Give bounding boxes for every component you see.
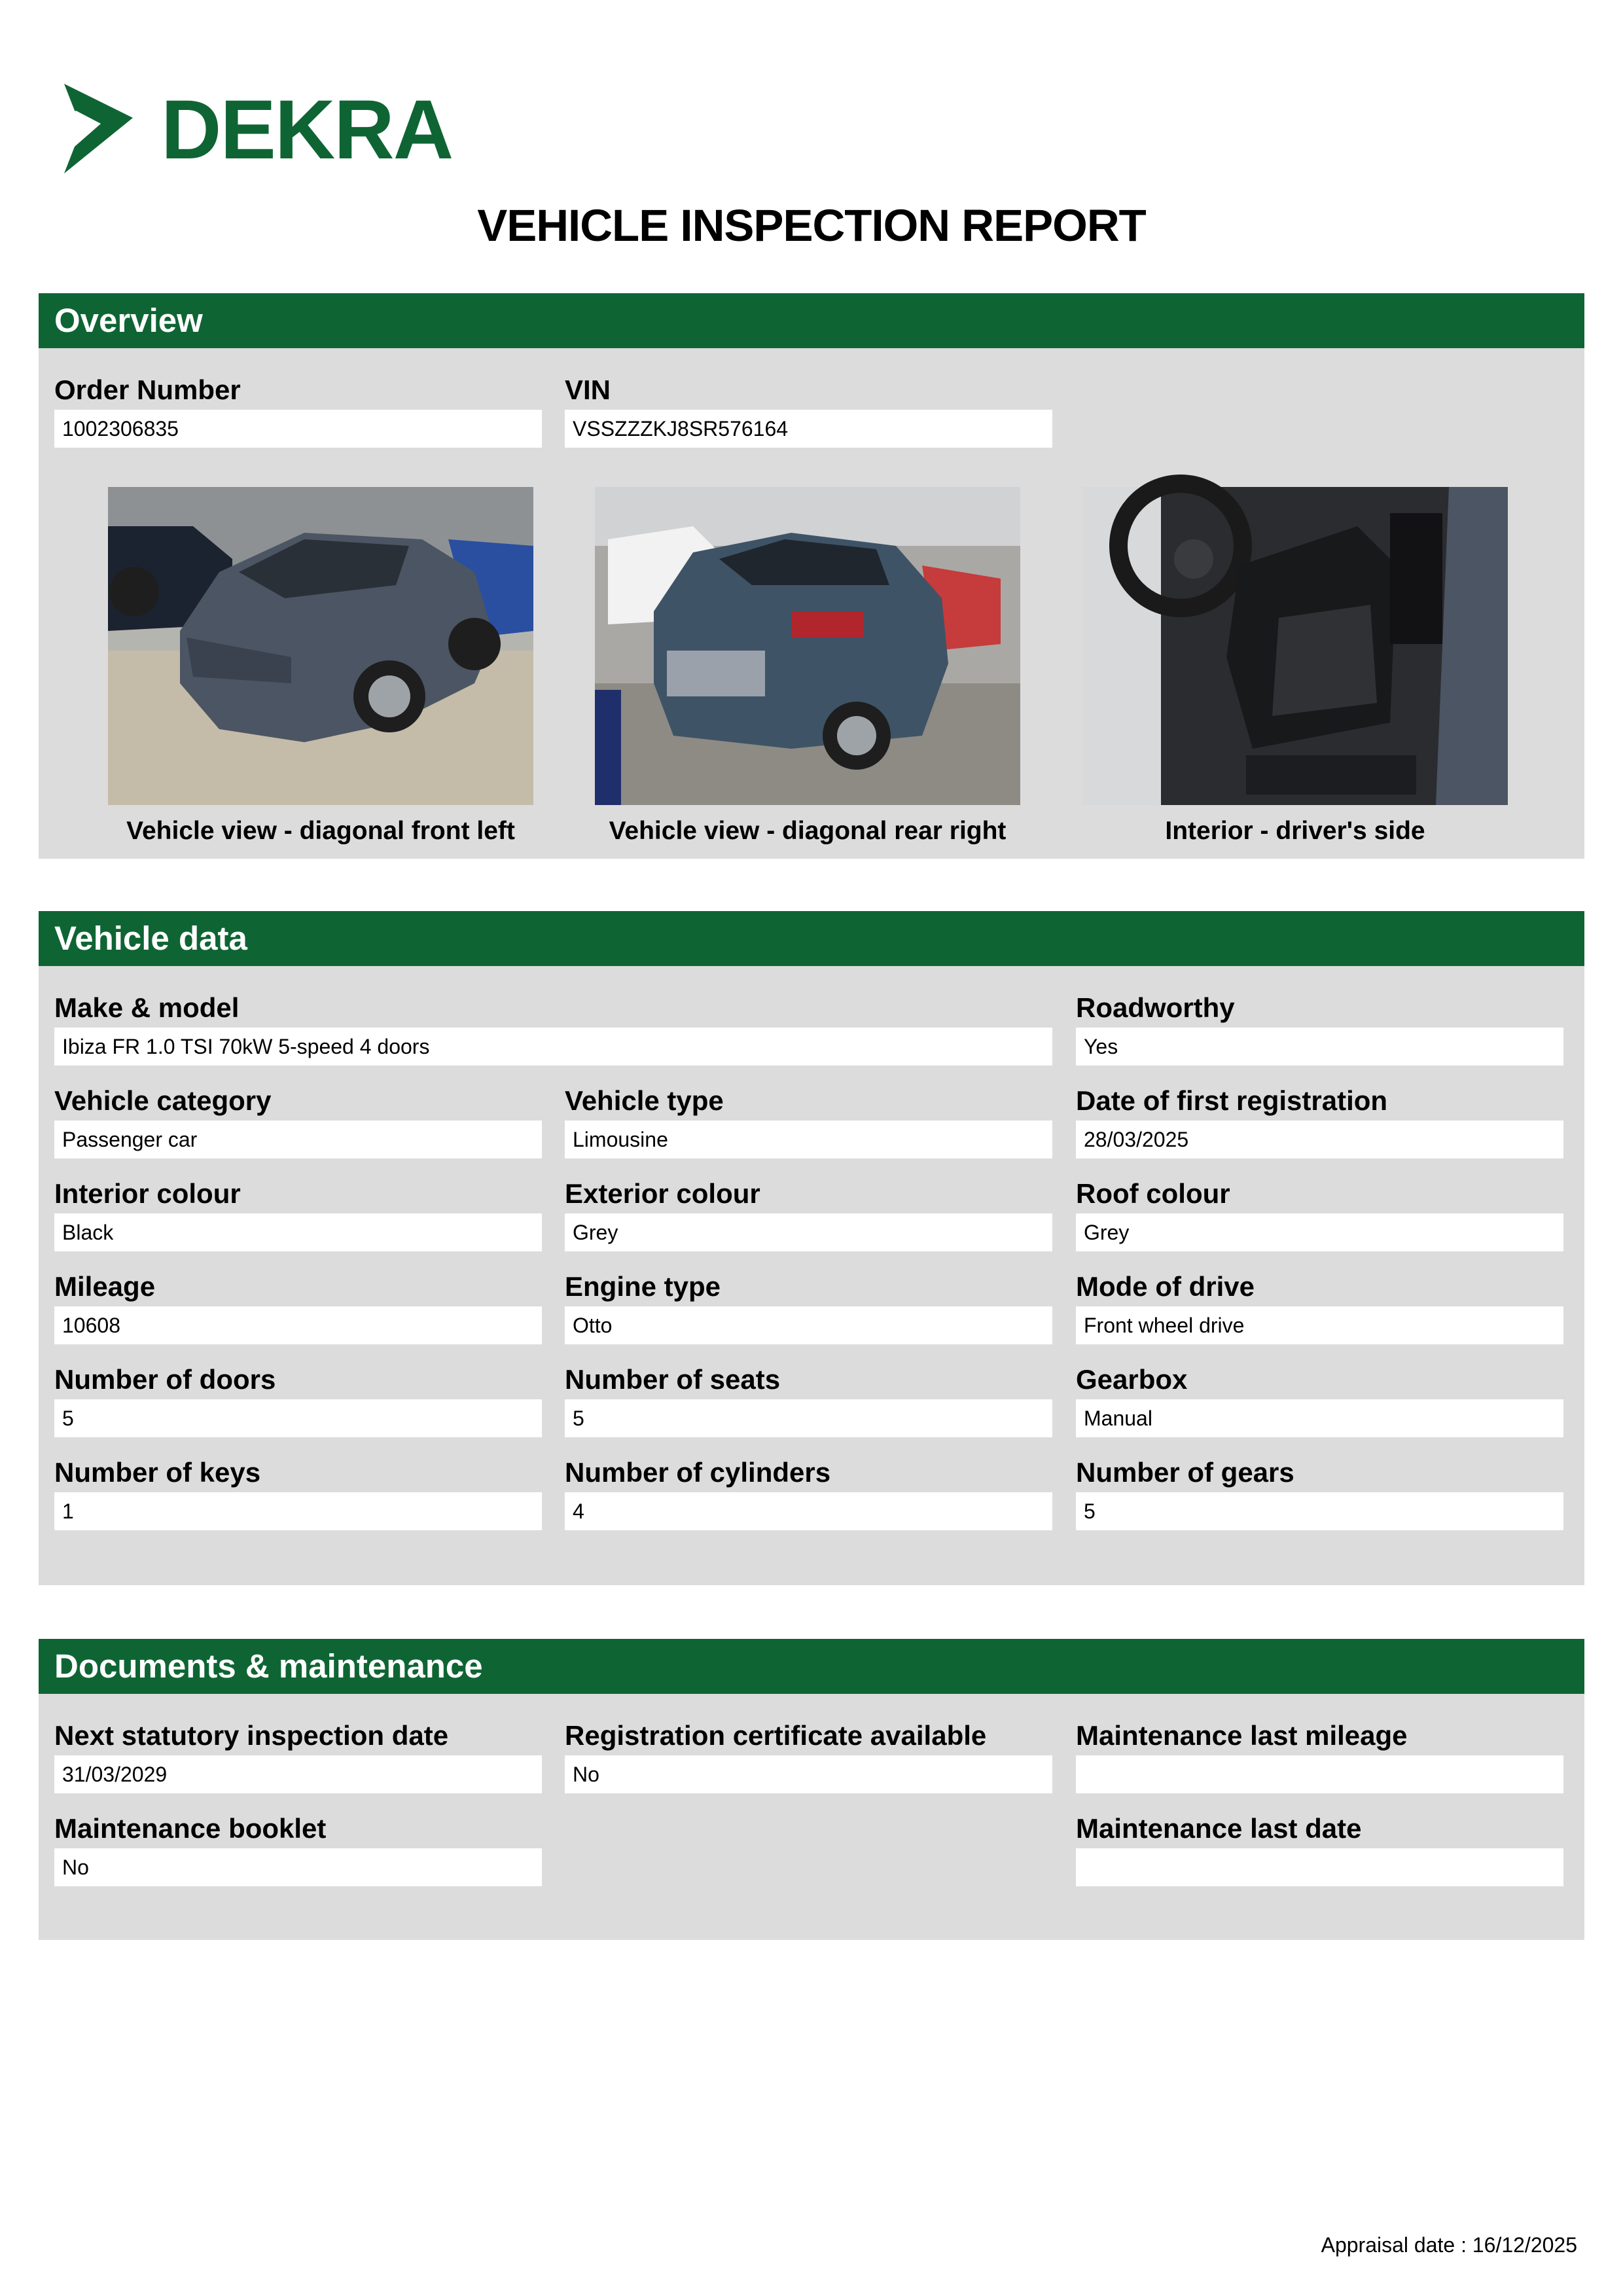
number-of-doors-label: Number of doors xyxy=(54,1364,276,1395)
make-model-value: Ibiza FR 1.0 TSI 70kW 5-speed 4 doors xyxy=(54,1028,1052,1066)
first-registration-field xyxy=(1076,1081,1563,1158)
car-front-left-image-icon xyxy=(108,487,533,805)
overview-heading: Overview xyxy=(39,293,1584,348)
number-of-gears-field xyxy=(1076,1453,1563,1530)
interior-colour-field xyxy=(54,1174,542,1251)
mode-of-drive-value: Front wheel drive xyxy=(1076,1306,1563,1344)
exterior-colour-value: Grey xyxy=(565,1213,1052,1251)
page-title: VEHICLE INSPECTION REPORT xyxy=(477,200,1146,251)
photo-caption-front-left: Vehicle view - diagonal front left xyxy=(126,817,515,845)
roadworthy-value: Yes xyxy=(1076,1028,1563,1066)
mode-of-drive-field xyxy=(1076,1267,1563,1344)
order-number-label: Order Number xyxy=(54,374,241,405)
maintenance-last-date-field xyxy=(1076,1809,1563,1886)
order-number-value: 1002306835 xyxy=(54,410,542,448)
next-inspection-field xyxy=(54,1716,542,1793)
vehicle-type-field xyxy=(565,1081,1052,1158)
mode-of-drive-label: Mode of drive xyxy=(1076,1271,1255,1302)
engine-type-field xyxy=(565,1267,1052,1344)
mileage-label: Mileage xyxy=(54,1271,156,1302)
engine-type-label: Engine type xyxy=(565,1271,721,1302)
photo-rear-right xyxy=(595,487,1020,805)
roof-colour-label: Roof colour xyxy=(1076,1178,1230,1209)
number-of-doors-field xyxy=(54,1360,542,1437)
roof-colour-field xyxy=(1076,1174,1563,1251)
vehicle-category-value: Passenger car xyxy=(54,1121,542,1158)
exterior-colour-field xyxy=(565,1174,1052,1251)
order-number-field xyxy=(54,370,542,448)
maintenance-last-date-label: Maintenance last date xyxy=(1076,1813,1362,1844)
mileage-value: 10608 xyxy=(54,1306,542,1344)
number-of-cylinders-field xyxy=(565,1453,1052,1530)
vehicle-data-section xyxy=(39,911,1584,1585)
number-of-keys-value: 1 xyxy=(54,1492,542,1530)
roadworthy-label: Roadworthy xyxy=(1076,992,1235,1023)
roadworthy-field xyxy=(1076,988,1563,1066)
gearbox-field xyxy=(1076,1360,1563,1437)
appraisal-date: Appraisal date : 16/12/2025 xyxy=(1321,2233,1577,2257)
maintenance-last-mileage-field xyxy=(1076,1716,1563,1793)
vehicle-type-label: Vehicle type xyxy=(565,1085,724,1116)
photo-caption-interior: Interior - driver's side xyxy=(1165,817,1425,845)
number-of-cylinders-value: 4 xyxy=(565,1492,1052,1530)
first-registration-value: 28/03/2025 xyxy=(1076,1121,1563,1158)
engine-type-value: Otto xyxy=(565,1306,1052,1344)
vin-value: VSSZZZKJ8SR576164 xyxy=(565,410,1052,448)
maintenance-booklet-value: No xyxy=(54,1848,542,1886)
maintenance-last-mileage-value xyxy=(1076,1755,1563,1793)
make-model-label: Make & model xyxy=(54,992,240,1023)
maintenance-last-date-value xyxy=(1076,1848,1563,1886)
documents-heading: Documents & maintenance xyxy=(39,1639,1584,1694)
number-of-gears-label: Number of gears xyxy=(1076,1457,1294,1488)
first-registration-label: Date of first registration xyxy=(1076,1085,1388,1116)
brand-name: DEKRA xyxy=(161,83,453,177)
number-of-seats-label: Number of seats xyxy=(565,1364,781,1395)
vehicle-data-heading: Vehicle data xyxy=(39,911,1584,966)
car-rear-right-image-icon xyxy=(595,487,1020,805)
maintenance-booklet-label: Maintenance booklet xyxy=(54,1813,327,1844)
gearbox-label: Gearbox xyxy=(1076,1364,1188,1395)
roof-colour-value: Grey xyxy=(1076,1213,1563,1251)
number-of-gears-value: 5 xyxy=(1076,1492,1563,1530)
make-model-field xyxy=(54,988,1052,1066)
vehicle-type-value: Limousine xyxy=(565,1121,1052,1158)
number-of-doors-value: 5 xyxy=(54,1399,542,1437)
vin-field xyxy=(565,370,1052,448)
interior-colour-label: Interior colour xyxy=(54,1178,241,1209)
exterior-colour-label: Exterior colour xyxy=(565,1178,760,1209)
vin-label: VIN xyxy=(565,374,611,405)
next-inspection-label: Next statutory inspection date xyxy=(54,1720,449,1751)
next-inspection-value: 31/03/2029 xyxy=(54,1755,542,1793)
interior-colour-value: Black xyxy=(54,1213,542,1251)
vehicle-category-label: Vehicle category xyxy=(54,1085,272,1116)
photo-front-left xyxy=(108,487,533,805)
gearbox-value: Manual xyxy=(1076,1399,1563,1437)
registration-certificate-value: No xyxy=(565,1755,1052,1793)
number-of-keys-field xyxy=(54,1453,542,1530)
number-of-seats-field xyxy=(565,1360,1052,1437)
vehicle-category-field xyxy=(54,1081,542,1158)
documents-section xyxy=(39,1639,1584,1940)
registration-certificate-label: Registration certificate available xyxy=(565,1720,987,1751)
number-of-cylinders-label: Number of cylinders xyxy=(565,1457,831,1488)
mileage-field xyxy=(54,1267,542,1344)
number-of-keys-label: Number of keys xyxy=(54,1457,261,1488)
registration-certificate-field xyxy=(565,1716,1052,1793)
maintenance-booklet-field xyxy=(54,1809,542,1886)
dekra-logo-mark-icon xyxy=(58,83,453,182)
car-interior-image-icon xyxy=(1082,487,1508,805)
dekra-logo xyxy=(58,83,453,182)
number-of-seats-value: 5 xyxy=(565,1399,1052,1437)
maintenance-last-mileage-label: Maintenance last mileage xyxy=(1076,1720,1408,1751)
photo-interior-driver xyxy=(1082,487,1508,805)
photo-caption-rear-right: Vehicle view - diagonal rear right xyxy=(609,817,1007,845)
